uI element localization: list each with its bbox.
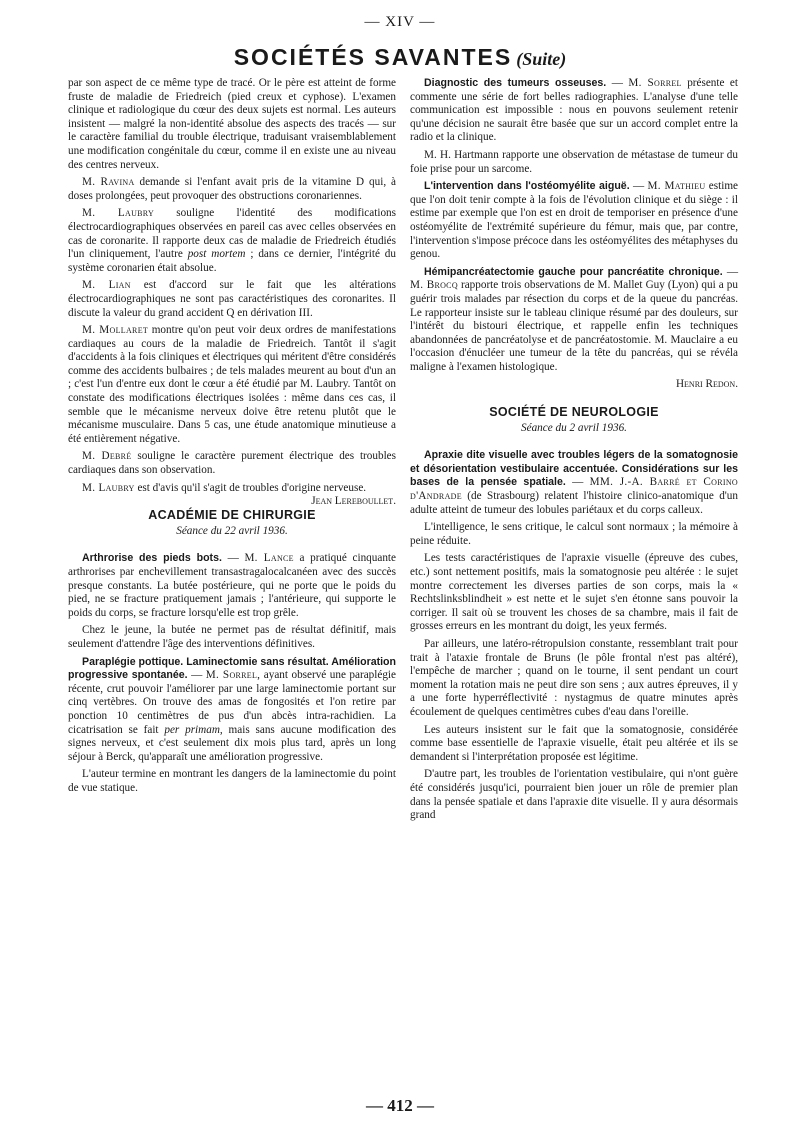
title-suite: (Suite): [516, 49, 567, 69]
paragraph: Par ailleurs, une latéro-rétropulsion constante, ressemblant trait pour trait à l'ataxie frontale de Bruns (le pôle frontal n'est pas altéré), l'empêche de marcher ; quand on le tourne, il sent pendant un court moment la rotation mais ne peut dire son sens ; aux autres épreuves, il y a une forte hyperréflectivité : nystagmus de quatre minutes après écoulement de quelques centimètres cubes d'eau dans l'oreille.: [410, 637, 738, 718]
section-heading-academie-chirurgie: ACADÉMIE DE CHIRURGIE: [148, 508, 316, 523]
paragraph: M. Ravina demande si l'enfant avait pris de la vitamine D qui, à doses prolongées, peut provoquer des obstructions coronariennes.: [68, 176, 397, 202]
author-signature: Henri Redon.: [675, 378, 738, 391]
author-signature: Jean Lereboullet.: [311, 495, 396, 508]
seance-date: Séance du 2 avril 1936.: [521, 421, 627, 434]
paragraph: Les tests caractéristiques de l'apraxie visuelle (épreuve des cubes, etc.) sont nettement positifs, mais la somatognosie peu altérée : le sujet montre correctement les diverses parties de son corps, mais la « Rechtslinksblindheit » est nette et le sujet s'en étonne sans pouvoir la corriger. Il sait où se trouvent les choses de sa chambre, mais il fait de grosses erreurs en les montrant du doigt, les yeux fermés.: [410, 552, 738, 633]
journal-section-title: SOCIÉTÉS SAVANTES: [233, 44, 513, 70]
paragraph: M. Laubry est d'avis qu'il s'agit de troubles d'origine nerveuse. Jean Lereboullet.: [82, 481, 396, 508]
page-title: [0, 44, 800, 71]
paragraph: Les auteurs insistent sur le fait que la somatognosie, considérée comme base essentielle de l'apraxie visuelle, était peu altérée et ils se demandent si l'interprétation proposée est légitime.: [410, 723, 738, 763]
paragraph: L'auteur termine en montrant les dangers de la laminectomie du point de vue statique.: [68, 768, 396, 794]
paragraph: Chez le jeune, la butée ne permet pas de résultat définitif, mais seulement d'attendre l'âge des interventions définitives.: [68, 624, 396, 650]
paragraph: Hémipancréatectomie gauche pour pancréatite chronique. — M. Brocq rapporte trois observations de M. Mallet Guy (Lyon) qui a pu guérir trois malades par résection du corps et de la queue du pancréas. Le rapporteur insiste sur le tableau clinique résumé par des douleurs, sur l'intérêt du bistouri électrique, et rappelle enfin les techniques abandonnées de pancréatolyse et de pancréatostomie. M. Mauclaire a eu l'occasion d'énucléer une tumeur de la tête du pancréas, qui se révéla maligne à l'examen histologique.: [410, 265, 739, 373]
paragraph: Apraxie dite visuelle avec troubles légers de la somatognosie et désorientation vestibulaire accentuée. Considérations sur les bases de la pensée spatiale. — MM. J.-A. Barré et Corino d'Andrade (de Strasbourg) relatent l'histoire clinico-anatomique d'un adulte atteint de tumeur des lobules pariétaux et du corps calleux.: [410, 449, 739, 516]
paragraph: L'intervention dans l'ostéomyélite aiguë. — M. Mathieu estime que l'on doit tenir compte à la fois de l'évolution clinique et du siège : il estime par exemple que l'on est en droit de temporiser en présence d'une ostéomyélite de l'extrémité supérieure du fémur, mais que, par contre, l'intervention s'impose précoce dans les ostéomyélites des métaphyses du genou.: [410, 180, 738, 261]
left-column: [68, 77, 396, 800]
paragraph: D'autre part, les troubles de l'orientation vestibulaire, qui n'ont guère été considérés jusqu'ici, pourraient bien jouer un rôle de premier plan dans la pensée spatiale et dans l'apraxie dite visuelle. Il y aura désormais grand: [410, 768, 738, 822]
section-heading-societe-neurologie: SOCIÉTÉ DE NEUROLOGIE: [489, 405, 659, 420]
page-roman-numeral: — XIV —: [364, 14, 436, 30]
paragraph: M. Lian est d'accord sur le fait que les altérations électrocardiographiques ne sont pas caractéristiques des coronarites. Il discute la valeur du grand accident Q en dérivation III.: [68, 279, 396, 319]
paragraph: M. Laubry souligne l'identité des modifications électrocardiographiques observées en pareil cas avec celles observées en cas de coronarite. Il rapporte deux cas de maladie de Friedreich étudiés l'un cliniquement, l'autre post mortem ; dans ce dernier, l'intégrité du système coronarien était absolue.: [68, 207, 396, 274]
paragraph: Paraplégie pottique. Laminectomie sans résultat. Amélioration progressive spontanée. — M. Sorrel, ayant observé une paraplégie récente, crut pouvoir l'améliorer par une large laminectomie portant sur cinq vertèbres. On trouve des amas de fongosités et l'on retire par ponction 10 centimètres de pus d'un abcès intra-rachidien. La cicatrisation se fait per primam, mais sans aucune modification des signes nerveux, et c'est seulement dix mois plus tard, après un long séjour à Berck, qu'apparaît une amélioration progressive.: [68, 655, 396, 763]
paragraph: Arthrorise des pieds bots. — M. Lance a pratiqué cinquante arthrorises par enchevillement transastragalocalcanéen avec des succès presque constants. La butée postérieure, qui ne porte que le poids du pied, ne se fracture pratiquement jamais ; l'antérieure, qui supporte le poids du corps, se fracture lorsqu'elle est trop grêle.: [68, 552, 396, 619]
right-column: [410, 77, 738, 827]
paragraph: M. Mollaret montre qu'on peut voir deux ordres de manifestations cardiaques au cours de la maladie de Friedreich. Tantôt il s'agit d'accidents à la fois cliniques et électriques qui méritent d'être considérés comme des accidents bulbaires ; de tels malades meurent au bout d'un an ; c'est l'un d'entre eux dont le cœur a été étudié par M. Laubry. Tantôt on constate des modifications électriques isolées : même dans ces cas, il semble que le mécanisme nerveux doive être retenu plutôt que le mécanisme musculaire. Dans 5 cas, une étude anatomique minutieuse a été entièrement négative.: [68, 324, 396, 445]
paragraph: M. Debré souligne le caractère purement électrique des troubles cardiaques dans son observation.: [68, 450, 396, 477]
paragraph: par son aspect de ce même type de tracé. Or le père est atteint de forme fruste de maladie de Friedreich (pied creux et cyphose). L'examen clinique et radiologique du cœur des deux sujets est normal. Les auteurs insistent — malgré la non-identité absolue des aspects des tracés — sur le caractère familial du trouble électrique, traduisant vraisemblablement une modification congénitale du cœur, comme il en existe une au niveau des centres nerveux.: [68, 77, 396, 171]
paragraph: M. H. Hartmann rapporte une observation de métastase de tumeur du foie prise pour un sarcome.: [410, 148, 738, 175]
paragraph: L'intelligence, le sens critique, le calcul sont normaux ; la mémoire à peine réduite.: [410, 521, 738, 547]
page-number: — 412 —: [366, 1096, 434, 1115]
seance-date: Séance du 22 avril 1936.: [176, 524, 288, 537]
paragraph: Diagnostic des tumeurs osseuses. — M. Sorrel présente et commente une série de fort belles radiographies. L'analyse d'une telle communication est impossible : nous en pouvons seulement retenir qu'une décision ne saurait être basée que sur un accord complet entre la radio et la clinique.: [410, 77, 738, 144]
